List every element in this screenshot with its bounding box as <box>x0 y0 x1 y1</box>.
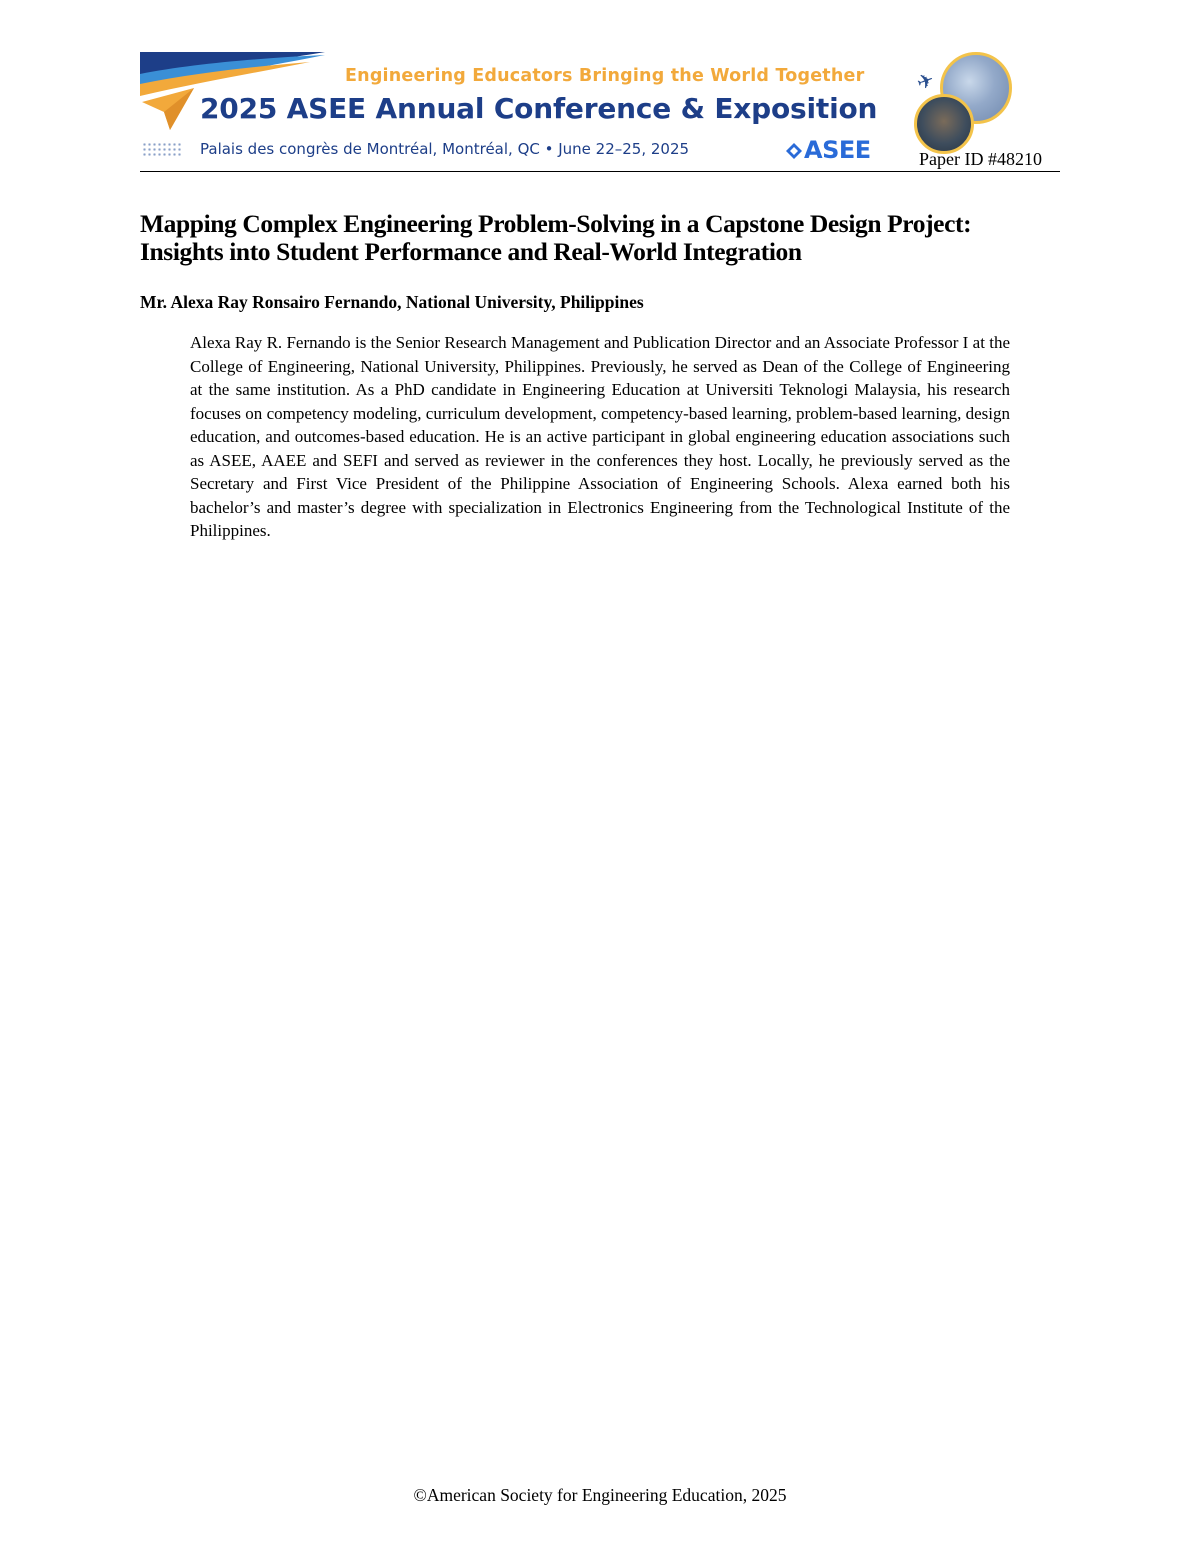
conference-title: 2025 ASEE Annual Conference & Exposition <box>200 92 878 125</box>
statue-photo <box>914 94 974 154</box>
conference-tagline: Engineering Educators Bringing the World Together <box>345 66 865 86</box>
dot-pattern <box>142 142 182 156</box>
jet-icon: ✈ <box>913 66 938 96</box>
copyright-footer: ©American Society for Engineering Education, 2025 <box>413 1485 787 1505</box>
header-divider <box>140 171 1060 172</box>
paper-title-line-1: Mapping Complex Engineering Problem-Solving in a Capstone Design Project: <box>140 209 972 238</box>
paper-title-line-2: Insights into Student Performance and Real-World Integration <box>140 237 802 266</box>
asee-logo-text: ASEE <box>804 136 871 164</box>
paper-id: Paper ID #48210 <box>919 149 1042 169</box>
paper-plane-icon <box>140 86 196 132</box>
conference-venue: Palais des congrès de Montréal, Montréal, QC • June 22–25, 2025 <box>200 140 690 158</box>
author-affiliation: Mr. Alexa Ray Ronsairo Fernando, National University, Philippines <box>140 292 644 312</box>
paper-title <box>140 210 1090 266</box>
asee-logo-icon <box>786 143 802 159</box>
author-bio: Alexa Ray R. Fernando is the Senior Research Management and Publication Director and an Associate Professor I at the College of Engineering, National University, Philippines. Previously, he served as Dean of the College of Engineering at the same institution. As a PhD candidate in Engineering Education at Universiti Teknologi Malaysia, his research focuses on competency modeling, curriculum development, competency-based learning, problem-based learning, design education, and outcomes-based education. He is an active participant in global engineering education associations such as ASEE, AAEE and SEFI and served as reviewer in the conferences they host. Locally, he previously served as the Secretary and First Vice President of the Philippine Association of Engineering Schools. Alexa earned both his bachelor’s and master’s degree with specialization in Electronics Engineering from the Technological Institute of the Philippines. <box>190 333 1010 540</box>
asee-logo <box>786 136 871 164</box>
